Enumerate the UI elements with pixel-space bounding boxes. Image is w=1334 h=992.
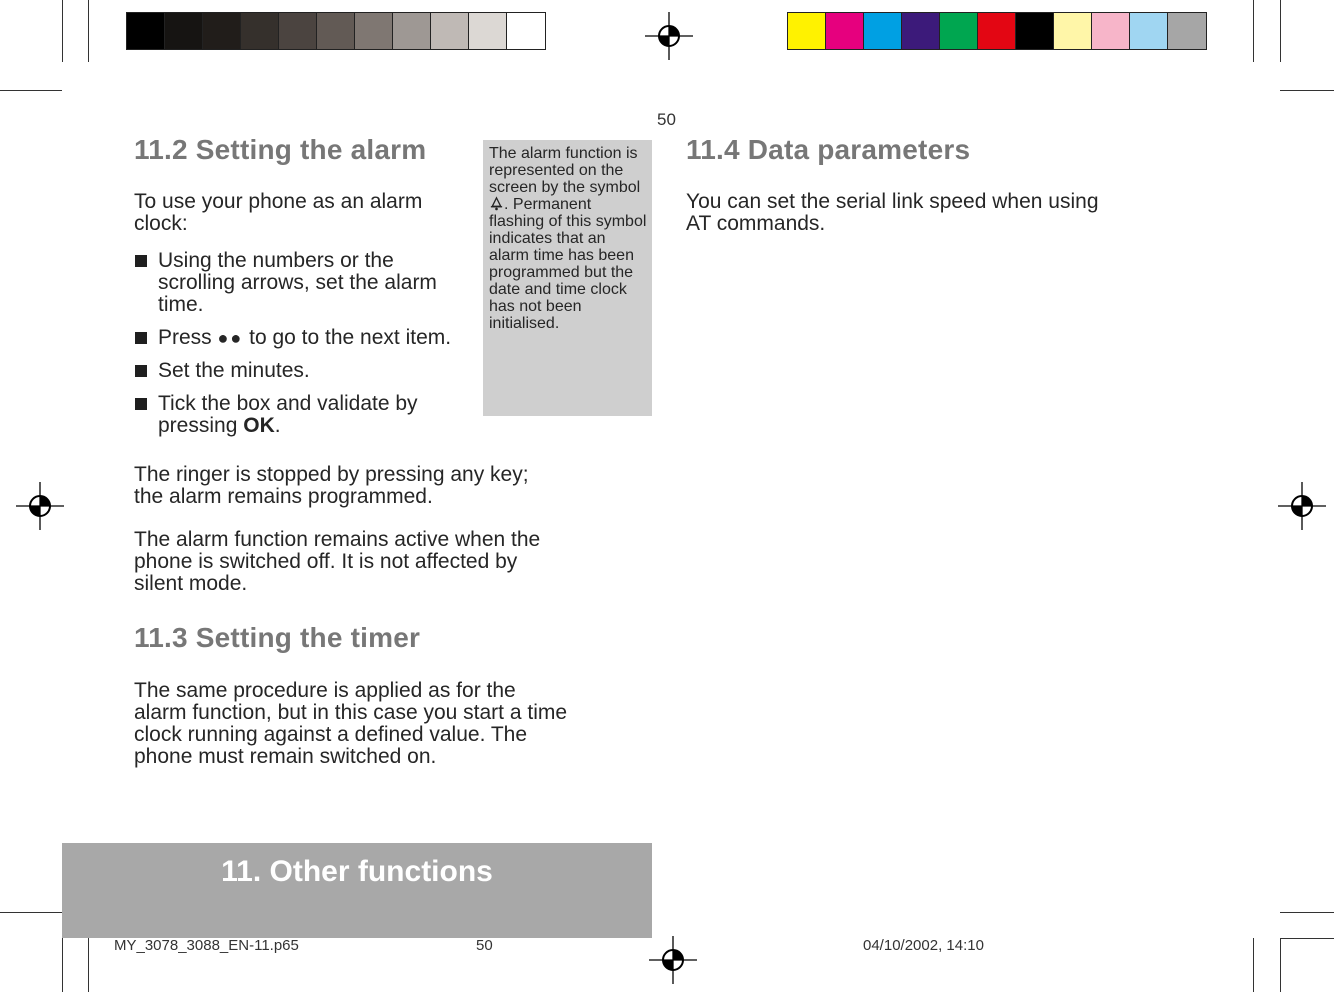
chapter-title: 11. Other functions xyxy=(221,855,493,888)
color-swatch xyxy=(1168,13,1206,49)
color-swatch xyxy=(393,13,431,49)
section-title: Data parameters xyxy=(747,134,971,165)
grayscale-calibration-bar xyxy=(126,12,546,50)
alarm-active-paragraph: The alarm function remains active when the phone is switched off. It is not affected by silent mode. xyxy=(134,528,541,595)
crop-mark xyxy=(1253,0,1254,62)
registration-mark-icon xyxy=(16,482,64,530)
crop-mark xyxy=(1253,938,1254,992)
crop-mark xyxy=(1280,938,1281,992)
color-swatch xyxy=(279,13,317,49)
section-title: Setting the alarm xyxy=(195,134,427,165)
color-swatch xyxy=(469,13,507,49)
crop-mark xyxy=(62,0,63,62)
page-number-top: 50 xyxy=(657,110,676,129)
footer-datetime: 04/10/2002, 14:10 xyxy=(863,937,984,954)
chapter-footer-band xyxy=(62,843,652,938)
registration-mark-icon xyxy=(649,936,697,984)
crop-mark xyxy=(62,938,63,992)
section-heading-11-2 xyxy=(134,134,426,166)
color-swatch xyxy=(317,13,355,49)
color-swatch xyxy=(1130,13,1168,49)
crop-mark xyxy=(88,0,89,62)
list-item: Using the numbers or the scrolling arrows, set the alarm time. xyxy=(134,250,464,316)
crop-mark xyxy=(0,90,62,91)
bullet-square-icon xyxy=(135,332,147,344)
color-swatch xyxy=(1016,13,1054,49)
registration-mark-icon xyxy=(645,12,693,60)
color-swatch xyxy=(507,13,545,49)
footer-filename: MY_3078_3088_EN-11.p65 xyxy=(114,937,299,954)
alarm-steps-list xyxy=(134,250,464,448)
section-number: 11.2 xyxy=(134,134,188,165)
timer-paragraph: The same procedure is applied as for the alarm function, but in this case you start a time clock running against a defined value. The phone must remain switched on. xyxy=(134,679,568,768)
crop-mark xyxy=(1280,90,1334,91)
list-item: Press ●● to go to the next item. xyxy=(134,327,464,349)
crop-mark xyxy=(0,912,62,913)
section-number: 11.3 xyxy=(134,622,188,653)
color-calibration-bar xyxy=(787,12,1207,50)
ringer-paragraph: The ringer is stopped by pressing any key; the alarm remains programmed. xyxy=(134,463,529,508)
bullet-square-icon xyxy=(135,398,147,410)
alarm-symbol-note: The alarm function is represented on the screen by the symbol . Permanent flashing of this symbol indicates that an alarm time has been programmed but the date and time clock has not been initialised. xyxy=(483,140,652,416)
color-swatch xyxy=(826,13,864,49)
color-swatch xyxy=(1054,13,1092,49)
bullet-square-icon xyxy=(135,255,147,267)
navigation-key-icon: ●● xyxy=(217,328,244,348)
section-heading-11-4 xyxy=(686,134,970,166)
crop-mark xyxy=(1280,912,1334,913)
bullet-square-icon xyxy=(135,365,147,377)
list-item: Tick the box and validate by pressing OK. xyxy=(134,393,464,437)
color-swatch xyxy=(940,13,978,49)
crop-mark xyxy=(1280,0,1281,62)
crop-mark xyxy=(1280,938,1334,939)
intro-paragraph: To use your phone as an alarm clock: xyxy=(134,190,423,235)
color-swatch xyxy=(431,13,469,49)
section-title: Setting the timer xyxy=(195,622,421,653)
data-parameters-paragraph: You can set the serial link speed when using AT commands. xyxy=(686,190,1099,235)
section-number: 11.4 xyxy=(686,134,740,165)
registration-mark-icon xyxy=(1278,482,1326,530)
color-swatch xyxy=(127,13,165,49)
list-item: Set the minutes. xyxy=(134,360,464,382)
color-swatch xyxy=(978,13,1016,49)
color-swatch xyxy=(165,13,203,49)
footer-page-number: 50 xyxy=(476,937,493,954)
section-heading-11-3 xyxy=(134,622,420,654)
color-swatch xyxy=(241,13,279,49)
crop-mark xyxy=(88,938,89,992)
color-swatch xyxy=(355,13,393,49)
color-swatch xyxy=(1092,13,1130,49)
color-swatch xyxy=(902,13,940,49)
bell-icon xyxy=(489,196,504,211)
color-swatch xyxy=(203,13,241,49)
color-swatch xyxy=(788,13,826,49)
color-swatch xyxy=(864,13,902,49)
